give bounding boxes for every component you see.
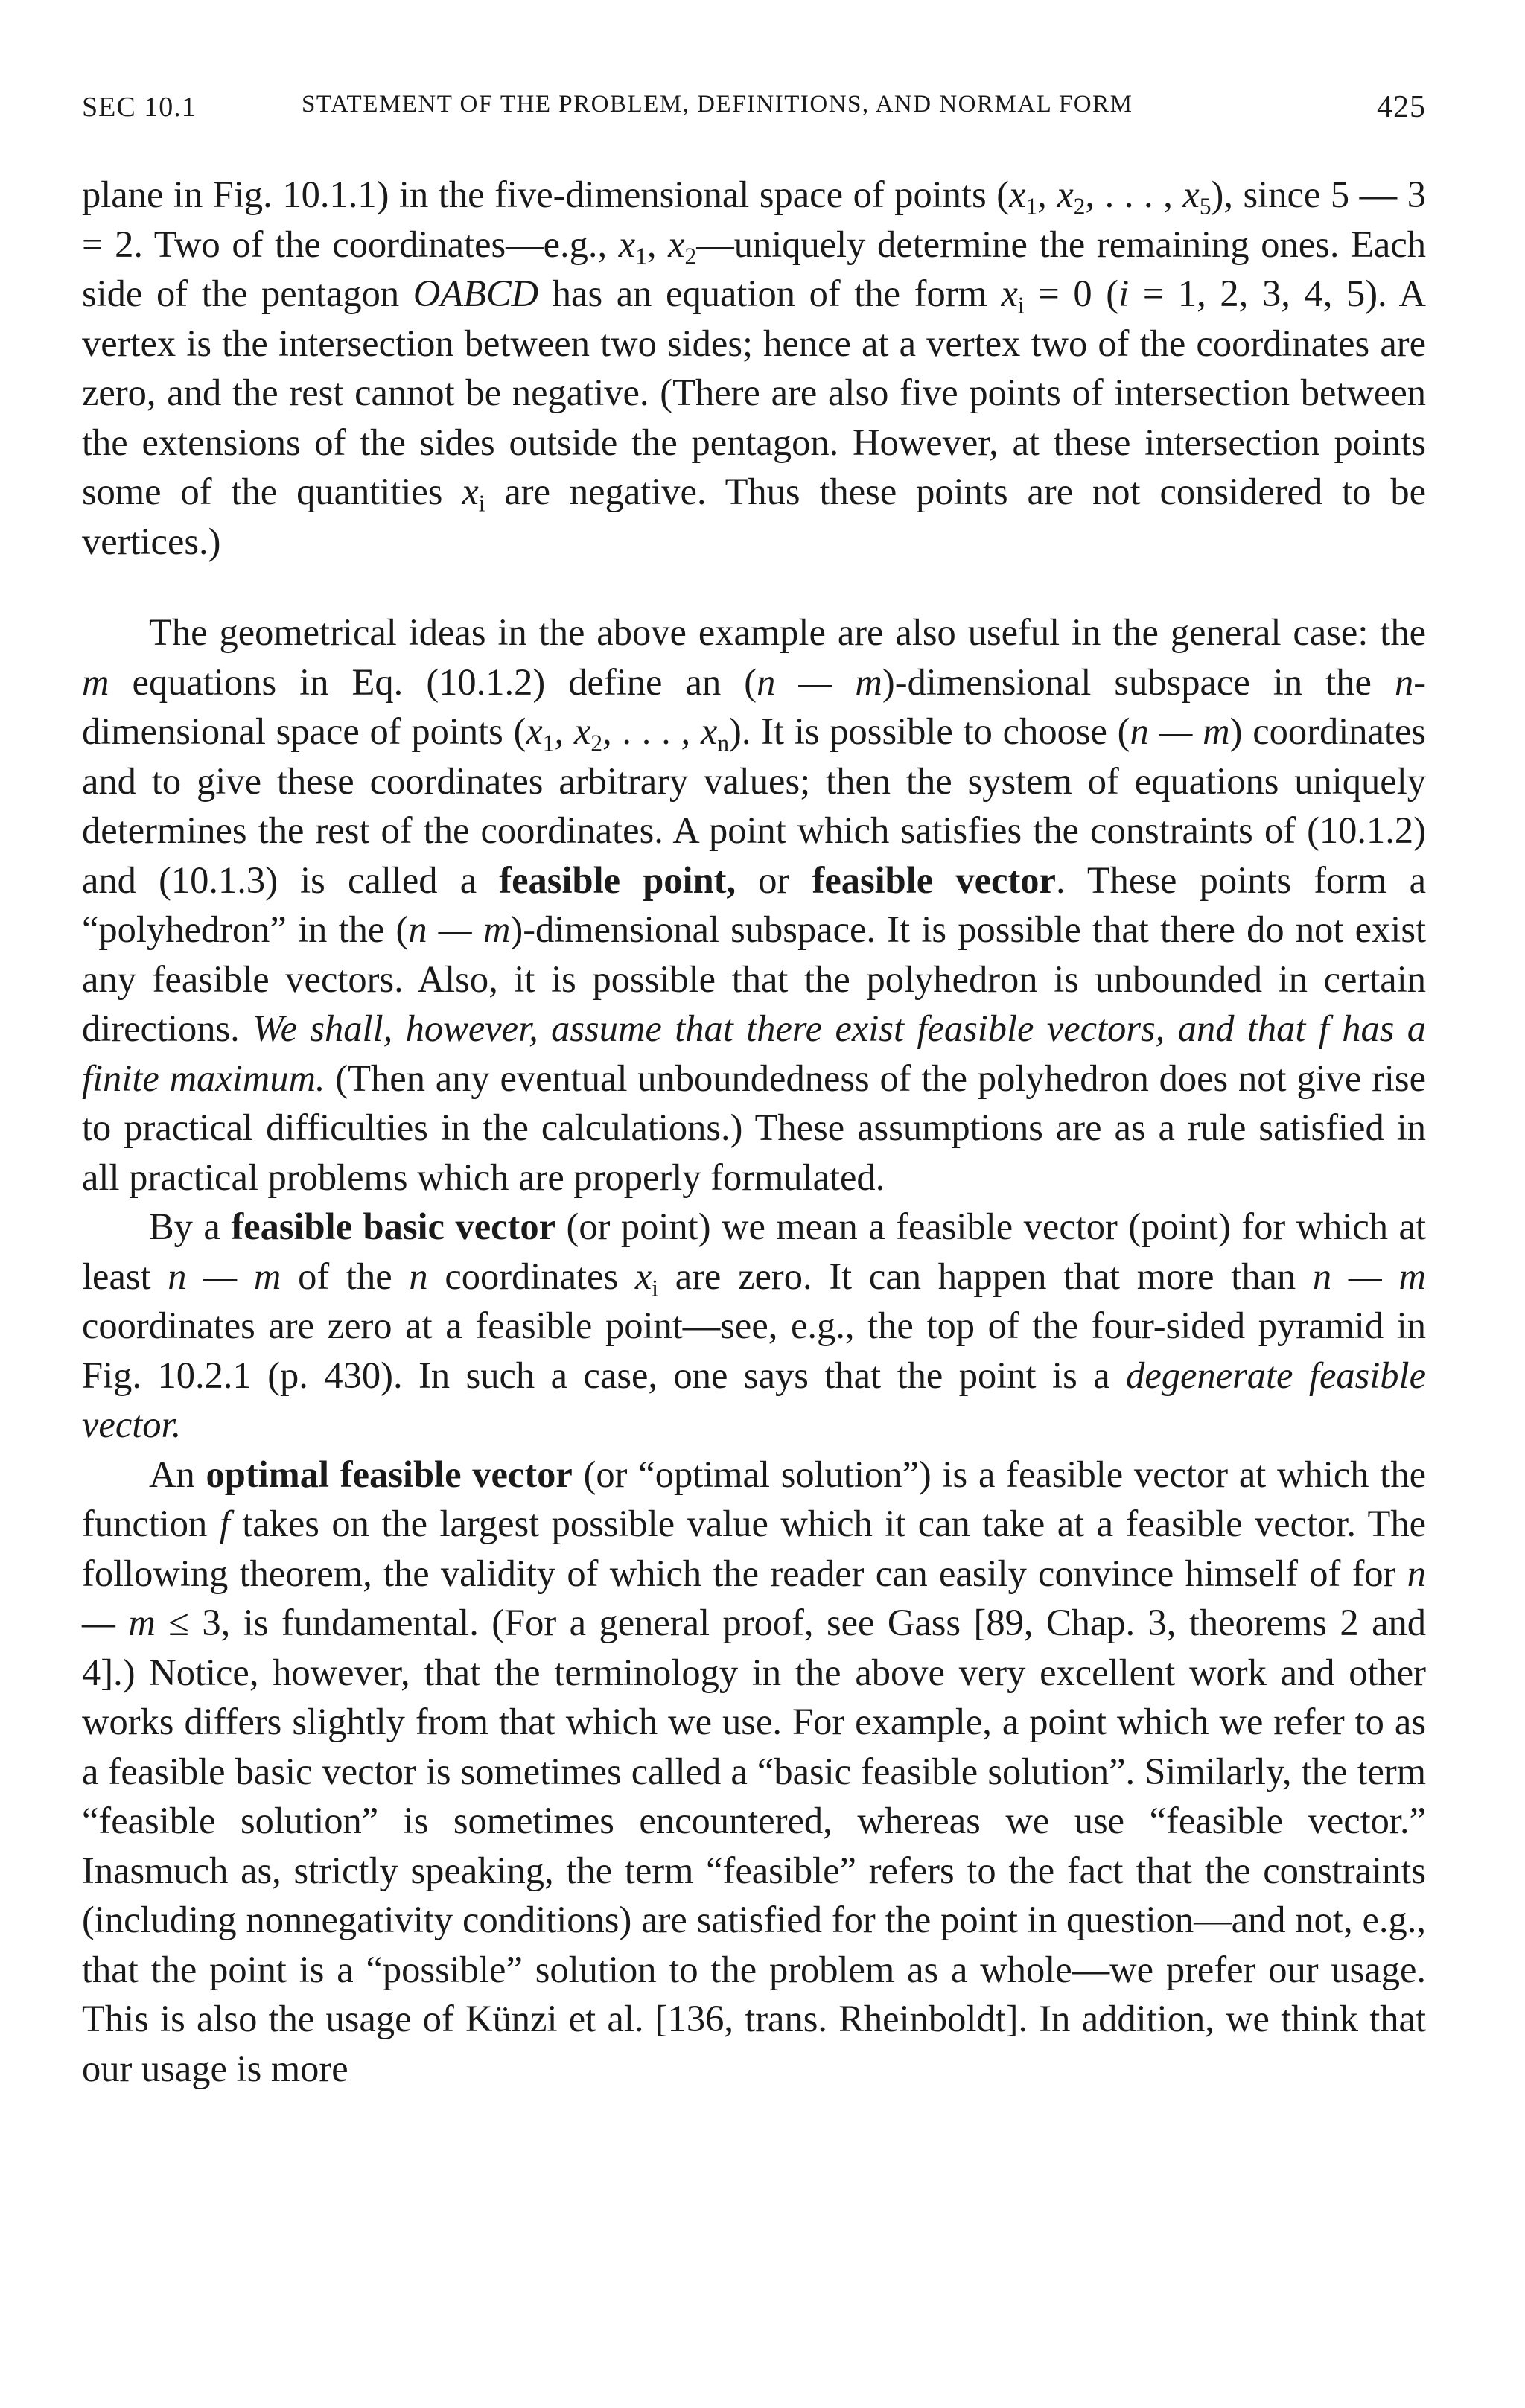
term-feasible-vector: feasible vector: [812, 859, 1056, 901]
term-optimal-feasible-vector: optimal feasible vector: [206, 1453, 573, 1495]
paragraph-4: An optimal feasible vector (or “optimal solution”) is a feasible vector at which the function f takes on the largest possible value which it can take at a feasible vector. The following theorem, the validity of which the reader can easily convince himself of for n — m ≤ 3, is fundamental. (For a general proof, see Gass [89, Chap. 3, theorems 2 and 4].) Notice, however, that the terminology in the above very excellent work and other works differs slightly from that which we use. For example, a point which we refer to as a feasible basic vector is sometimes called a “basic feasible solution”. Similarly, the term “feasible solution” is sometimes encountered, whereas we use “feasible vector.” Inasmuch as, strictly speaking, the term “feasible” refers to the fact that the constraints (including nonnegativity conditions) are satisfied for the point in question—and not, e.g., that the point is a “possible” solution to the problem as a whole—we prefer our usage. This is also the usage of Künzi et al. [136, trans. Rheinboldt]. In addition, we think that our usage is more: [82, 1453, 1427, 2089]
term-degenerate-feasible-vector: degenerate feasible vector.: [82, 1354, 1427, 1445]
section-title: STATEMENT OF THE PROBLEM, DEFINITIONS, AND NORMAL FORM: [302, 91, 1133, 118]
term-feasible-basic-vector: feasible basic vector: [231, 1205, 556, 1247]
paragraph-2: The geometrical ideas in the above example are also useful in the general case: the m equations in Eq. (10.1.2) define an (n — m)-dimensional subspace in the n-dimensional space of points ($x_1$, $x_2$, . . . , $x_n$). It is possible to choose (n — m) coordinates and to give these coordinates arbitrary values; then the system of equations uniquely determines the rest of the coordinates. A point which satisfies the constraints of (10.1.2) and (10.1.3) is called a feasible point, or feasible vector. These points form a “polyhedron” in the (n — m)-dimensional subspace. It is possible that there do not exist any feasible vectors. Also, it is possible that the polyhedron is unbounded in certain directions. We shall, however, assume that there exist feasible vectors, and that f has a finite maximum. (Then any eventual unboundedness of the polyhedron does not give rise to practical difficulties in the calculations.) These assumptions are as a rule satisfied in all practical problems which are properly formulated.: [82, 611, 1427, 1198]
paragraph-1: plane in Fig. 10.1.1) in the five-dimensional space of points ($x_1$, $x_2$, . . . , $x_5$), since 5 — 3 = 2. Two of the coordinates—e.g., $x_1$, $x_2—uniquely$ determine the remaining ones. Each side of the pentagon OABCD has an equation of the form $x_i = 0$ (i = 1, 2, 3, 4, 5). A vertex is the intersection between two sides; hence at a vertex two of the coordinates are zero, and the rest cannot be negative. (There are also five points of intersection between the extensions of the sides outside the pentagon. However, at these intersection points some of the quantities $x_i$ are negative. Thus these points are not considered to be vertices.): [82, 173, 1427, 562]
page-number: 425: [1377, 90, 1426, 124]
running-header: [82, 91, 1426, 136]
assumption-text: We shall, however, assume that there exist feasible vectors, and that: [252, 1007, 1319, 1049]
section-number: SEC 10.1: [82, 92, 197, 123]
paragraph-3: By a feasible basic vector (or point) we mean a feasible vector (point) for which at least n — m of the n coordinates $x_i$ are zero. It can happen that more than n — m coordinates are zero at a feasible point—see, e.g., the top of the four-sided pyramid in Fig. 10.2.1 (p. 430). In such a case, one says that the point is a degenerate feasible vector.: [82, 1205, 1427, 1445]
term-feasible-point: feasible point,: [499, 859, 736, 901]
body-text: [82, 170, 1426, 2093]
